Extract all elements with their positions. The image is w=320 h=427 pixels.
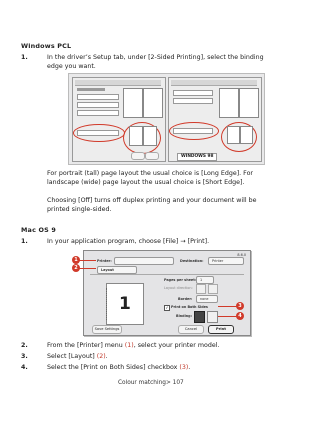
tab-bar <box>171 80 257 86</box>
page-preview <box>239 88 259 118</box>
print-both-sides-label: Print on Both Sides <box>171 305 208 309</box>
dropdown[interactable] <box>173 90 213 96</box>
step-text <box>47 353 279 362</box>
pages-per-sheet-label: Pages per sheet: <box>164 278 197 282</box>
cancel-button[interactable]: Cancel <box>178 325 204 334</box>
divider <box>90 274 244 275</box>
tab-bar <box>75 80 161 86</box>
page-preview <box>106 283 144 325</box>
page-footer: Colour matching> 107 <box>118 380 184 386</box>
section-heading-windows-pcl: Windows PCL <box>21 42 72 50</box>
pages-per-sheet-value: 1 <box>200 278 203 282</box>
step-text-main: From the [Printer] menu <box>47 342 125 349</box>
page-preview <box>219 88 239 118</box>
border-value: none <box>200 297 209 301</box>
pages-per-sheet-menu[interactable] <box>196 276 214 284</box>
binding-short-edge-option[interactable] <box>207 311 218 323</box>
binding-label: Binding: <box>176 314 192 318</box>
step-number: 3. <box>21 353 28 360</box>
driver-setup-dialog-right <box>168 77 262 162</box>
print-both-sides-checkbox[interactable]: ✓ <box>165 305 169 310</box>
section-heading-mac-os-9: Mac OS 9 <box>21 226 56 234</box>
step-number: 2. <box>21 342 28 349</box>
dropdown[interactable] <box>173 98 213 104</box>
step-text-after: . <box>188 364 191 371</box>
destination-menu[interactable] <box>208 257 244 265</box>
step-ref: (1) <box>124 342 134 349</box>
paragraph-duplex-off: Choosing [Off] turns off duplex printing and your document will be printed single-sided. <box>47 197 257 213</box>
layout-direction-label: Layout direction: <box>164 286 193 290</box>
step-text: In the driver’s Setup tab, under [2-Sided Printing], select the binding edge you want. <box>47 54 264 70</box>
marker-4: 4 <box>236 312 244 320</box>
layout-value: Layout <box>101 268 114 272</box>
border-menu[interactable] <box>196 295 218 303</box>
duplex-preview <box>227 126 240 144</box>
page-number: 1 <box>119 294 131 314</box>
duplex-preview <box>129 126 143 146</box>
print-button[interactable]: Print <box>208 325 234 334</box>
step-text-main: Select [Layout] <box>47 353 97 360</box>
step-number: 1. <box>21 54 28 61</box>
duplex-preview <box>240 126 253 144</box>
step-text <box>47 342 279 351</box>
destination-label: Destination: <box>180 259 204 263</box>
paragraph-edge-choice: For portrait (tall) page layout the usual choice is [Long Edge]. For landscape (wide) page layout the usual choice is [Short Edge]. <box>47 170 254 186</box>
step-text-after: , select your printer model. <box>133 342 220 349</box>
cancel-button[interactable] <box>145 152 159 160</box>
mac-print-dialog <box>83 250 251 336</box>
marker-3: 3 <box>236 302 244 310</box>
marker-2: 2 <box>72 264 80 272</box>
dropdown[interactable] <box>77 102 119 108</box>
windows-driver-screenshot <box>68 73 265 165</box>
binding-edge <box>106 288 109 320</box>
highlight-circle <box>73 124 125 142</box>
step-number: 4. <box>21 364 28 371</box>
version-label: 8.6.0 <box>237 253 246 257</box>
step-text-after: . <box>105 353 108 360</box>
dropdown[interactable] <box>77 94 119 100</box>
page-preview <box>143 88 163 118</box>
border-label: Border: <box>178 297 193 301</box>
direction-option[interactable] <box>196 284 206 294</box>
page-preview <box>123 88 143 118</box>
printer-label: Printer: <box>97 259 112 263</box>
duplex-preview <box>143 126 157 146</box>
printer-menu[interactable] <box>114 257 174 265</box>
step-text: In your application program, choose [File] → [Print]. <box>47 238 210 245</box>
step-ref: (3) <box>179 364 189 371</box>
marker-1: 1 <box>72 256 80 264</box>
layout-menu[interactable] <box>97 266 137 274</box>
binding-long-edge-option[interactable] <box>194 311 205 323</box>
step-number: 1. <box>21 238 28 245</box>
save-settings-button[interactable]: Save Settings <box>92 325 122 334</box>
highlight-circle <box>169 122 219 140</box>
dropdown[interactable] <box>77 110 119 116</box>
ok-button[interactable] <box>131 152 145 160</box>
field-placeholder <box>77 88 105 91</box>
step-ref: (2) <box>96 353 106 360</box>
destination-value: Printer <box>212 259 224 263</box>
step-text <box>47 364 279 373</box>
os-caption: WINDOWS 98 <box>177 153 217 161</box>
driver-setup-dialog-left <box>72 77 166 162</box>
direction-option[interactable] <box>208 284 218 294</box>
step-text-main: Select the [Print on Both Sides] checkbox <box>47 364 180 371</box>
